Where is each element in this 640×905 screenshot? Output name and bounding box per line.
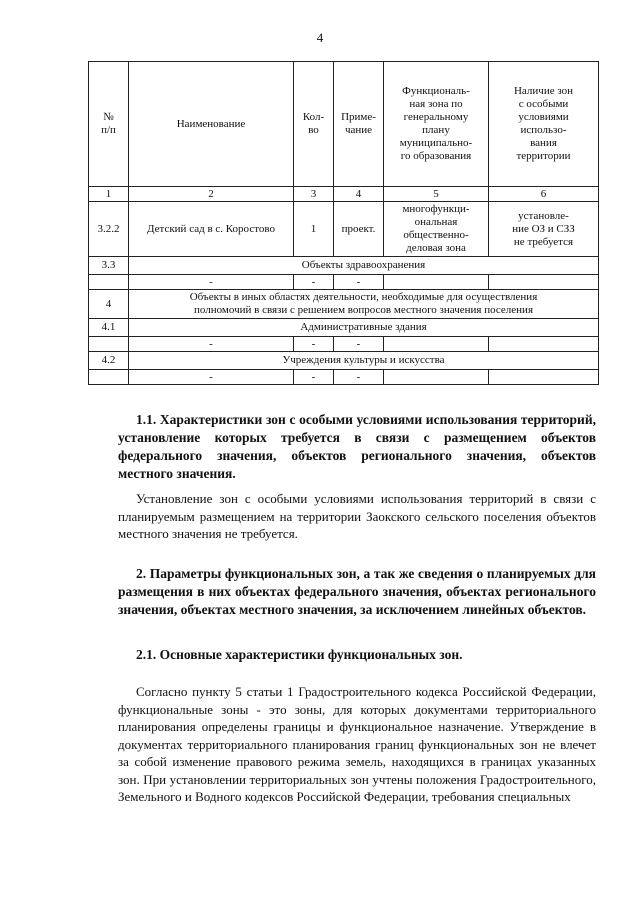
column-number-row: [89, 187, 599, 202]
row-num: 3.3: [89, 257, 129, 275]
dash-cell: -: [294, 370, 334, 385]
row-section-title: Административные здания: [129, 319, 599, 337]
row-name: Детский сад в с. Коростово: [129, 202, 294, 257]
dash-cell: -: [129, 337, 294, 352]
table-row: [89, 202, 599, 257]
header-cell-qty: Кол- во: [294, 62, 334, 187]
table-row: [89, 275, 599, 290]
dash-cell: -: [294, 337, 334, 352]
table-row: [89, 370, 599, 385]
table-row: [89, 319, 599, 337]
row-qty: 1: [294, 202, 334, 257]
row-section-title: Объекты в иных областях деятельности, необходимые для осуществления полномочий в связи с решением вопросов местного значения поселения: [129, 290, 599, 319]
row-special: установле- ние ОЗ и СЗЗ не требуется: [489, 202, 599, 257]
dash-cell: -: [334, 275, 384, 290]
table-row: [89, 290, 599, 319]
col-number: 4: [334, 187, 384, 202]
table-row: [89, 337, 599, 352]
page-number: 4: [316, 30, 324, 45]
col-number: 3: [294, 187, 334, 202]
table-row: [89, 257, 599, 275]
header-cell-num: № п/п: [89, 62, 129, 187]
row-section-title: Учреждения культуры и искусства: [129, 352, 599, 370]
row-note: проект.: [334, 202, 384, 257]
row-num: 4: [89, 290, 129, 319]
dash-cell: -: [129, 370, 294, 385]
col-number: 1: [89, 187, 129, 202]
col-number: 2: [129, 187, 294, 202]
section-2-1-text: Согласно пункту 5 статьи 1 Градостроительного кодекса Российской Федерации, функциональные зоны - это зоны, для которых документами территориального планирования определены границы и функциональное назначение. Утверждение в документах территориального планирования границ функциональных зон не влечет за собой изменение правового режима земель, находящихся в границах указанных зон. При установлении территориальных зон учтены положения Градостроительного, Земельного и Водного кодексов Российской Федерации, требования специальных: [118, 684, 596, 804]
section-2-1-heading: 2.1. Основные характеристики функциональных зон.: [136, 647, 463, 662]
dash-cell: -: [334, 337, 384, 352]
header-cell-zone: Функциональ- ная зона по генеральному плану муниципально- го образования: [384, 62, 489, 187]
section-1-1-heading: 1.1. Характеристики зон с особыми условиями использования территорий, установление которых требуется в связи с размещением объектов федерального значения, объектов регионального значения, объектов местного значения.: [118, 412, 596, 481]
row-num: 4.2: [89, 352, 129, 370]
dash-cell: -: [129, 275, 294, 290]
dash-cell: -: [334, 370, 384, 385]
section-2-heading: 2. Параметры функциональных зон, а так же сведения о планируемых для размещения в них объектах федерального значения, объектах регионального значения, объектах местного значения, за исключением линейных объектов.: [118, 566, 596, 617]
header-cell-note: Приме- чание: [334, 62, 384, 187]
table-header-row: [89, 62, 599, 187]
dash-cell: -: [294, 275, 334, 290]
objects-table: [88, 61, 599, 385]
col-number: 6: [489, 187, 599, 202]
row-num: 3.2.2: [89, 202, 129, 257]
col-number: 5: [384, 187, 489, 202]
row-section-title: Объекты здравоохранения: [129, 257, 599, 275]
table-row: [89, 352, 599, 370]
row-zone: многофункци- ональная общественно- деловая зона: [384, 202, 489, 257]
header-cell-name: Наименование: [129, 62, 294, 187]
row-num: 4.1: [89, 319, 129, 337]
section-1-1-text: Установление зон с особыми условиями использования территорий в связи с планируемым размещением на территории Заокского сельского поселения объектов местного значения не требуется.: [118, 491, 596, 541]
header-cell-special: Наличие зон с особыми условиями использо- вания территории: [489, 62, 599, 187]
